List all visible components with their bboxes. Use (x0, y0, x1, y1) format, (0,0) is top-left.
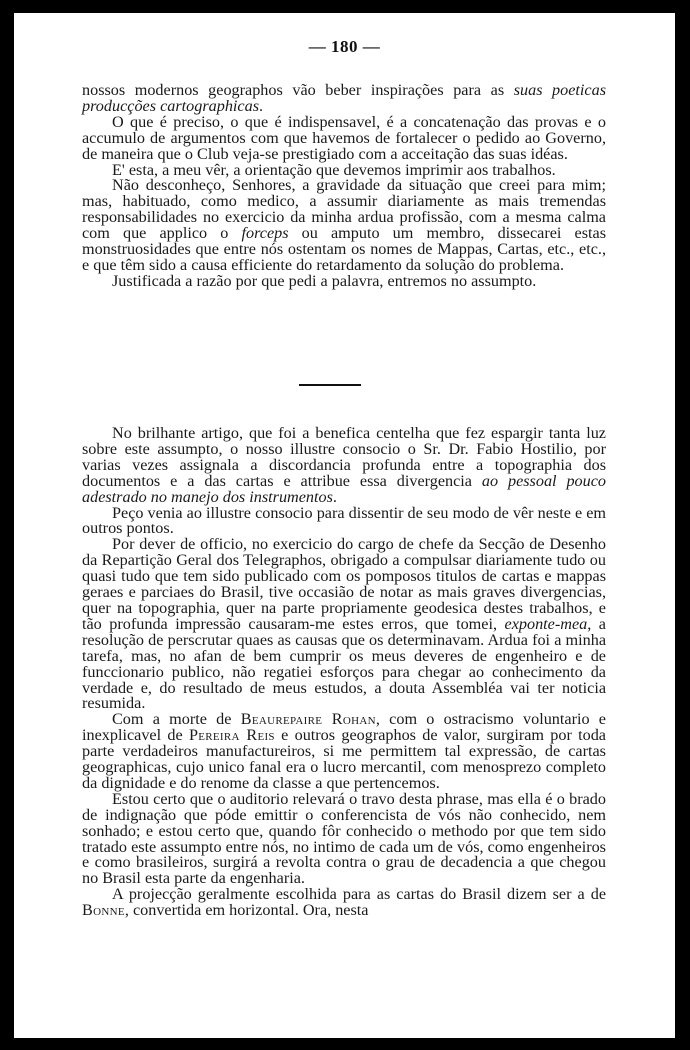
italic-run: forceps (241, 224, 289, 243)
text-run: Por dever de officio, no exercicio do cargo de chefe da Secção de Desenho da Repartição Geral dos Telegraphos, obrigado a compulsar diariamente tudo ou quasi tudo que tem sido publicado com os pomposos titulos de cartas e mappas geraes e parciaes do Brasil, tive occasião de notar as mais graves divergencias, quer na topographia, quer na parte propriamente geodesica destes trabalhos, e tão profunda impressão causaram-me estes erros, que tomei, (82, 535, 606, 633)
paragraph (82, 537, 606, 712)
paragraph (82, 887, 606, 919)
paragraph (82, 712, 606, 792)
text-run: A projecção geralmente escolhida para as cartas do Brasil dizem ser a de (112, 885, 606, 904)
text-run: E' esta, a meu vêr, a orientação que devemos imprimir aos trabalhos. (112, 160, 556, 179)
paragraph (82, 112, 606, 163)
page-number: — 180 — (308, 37, 381, 56)
text-section-intro (82, 83, 606, 290)
italic-run: suas poeticas producções cartographicas (82, 81, 607, 115)
paragraph (82, 503, 606, 538)
text-run: . (259, 96, 264, 115)
text-run: Justificada a razão por que pedi a palavra, entremos no assumpto. (112, 271, 537, 290)
text-run: Não desconheço, Senhores, a gravidade da situação que creei para mim; mas, habituado, como medico, a assumir diariamente as mais tremendas responsabilidades no exercicio da minha ardua profissão, com a mesma calma com que applico o (82, 176, 606, 243)
text-run: , a resolução de perscrutar quaes as causas que os determinavam. Ardua foi a minha tarefa, mas, no afan de bem cumprir os meus deveres de engenheiro e de funccionario publico, não regatiei esforços para chegar ao conhecimento da verdade e, do resultado de meus estudos, a douta Assembléa vai ter noticia resumida. (82, 614, 606, 713)
document-page (14, 13, 675, 1038)
text-run: , com o ostracismo voluntario e inexplicavel de (82, 710, 606, 745)
text-run: ou amputo um membro, dissecarei estas monstruosidades que entre nós ostentam os nomes de Mappas, Cartas, etc., etc., e que têm sido a causa efficiente do retardamento da solução do problema. (82, 224, 606, 274)
small-caps-name: Pereira Reis (188, 726, 275, 745)
paragraph (82, 789, 606, 888)
text-run: Com a morte de (112, 710, 241, 729)
paragraph (82, 271, 606, 290)
text-run: Peço venia ao illustre consocio para dissentir de seu modo de vêr neste e em outros pontos. (82, 503, 606, 538)
text-run: , convertida em horizontal. Ora, nesta (124, 901, 369, 920)
text-run: O que é preciso, o que é indispensavel, é a concatenação das provas e o accumulo de argumentos com que havemos de fortalecer o pedido ao Governo, de maneira que o Club veja-se prestigiado com a acceitação das suas idéas. (82, 112, 606, 163)
section-divider (299, 384, 361, 386)
italic-run: ao pessoal pouco adestrado no manejo dos instrumentos (82, 471, 606, 506)
text-run: Estou certo que o auditorio relevará o travo desta phrase, mas ella é o brado de indignação que póde emittir o conferencista de vós não conhecido, nem sonhado; e estou certo que, quando fôr conhecido o methodo por que tem sido tratado este assumpto entre nós, no intimo de cada um de vós, como engenheiros e como brasileiros, surgirá a revolta contra o grau de decadencia a que chegou no Brasil esta parte da engenharia. (82, 789, 606, 888)
text-run: No brilhante artigo, que foi a benefica centelha que fez espargir tanta luz sobre este assumpto, o nosso illustre consocio o Sr. Dr. Fabio Hostilio, por varias vezes assignala a discordancia profunda entre a topographia dos documentos e a das cartas e attribue essa divergencia (82, 424, 606, 490)
text-section-article (82, 426, 606, 919)
text-run: nossos modernos geographos vão beber inspirações para as (82, 81, 514, 99)
text-run: . (332, 487, 337, 506)
paragraph (82, 426, 606, 506)
small-caps-name: Beaurepaire Rohan (240, 710, 376, 729)
paragraph (82, 178, 606, 273)
paragraph-continuation (82, 83, 606, 115)
small-caps-name: Bonne (82, 901, 125, 920)
italic-run: exponte-mea (504, 614, 588, 633)
text-run: e outros geographos de valor, surgiram por toda parte verdadeiros manufactureiros, si me permittem tal expressão, de cartas geographicas, cujo unico fanal era o lucro mercantil, com menosprezo completo da dignidade e do renome da classe a que pertencemos. (82, 726, 606, 792)
